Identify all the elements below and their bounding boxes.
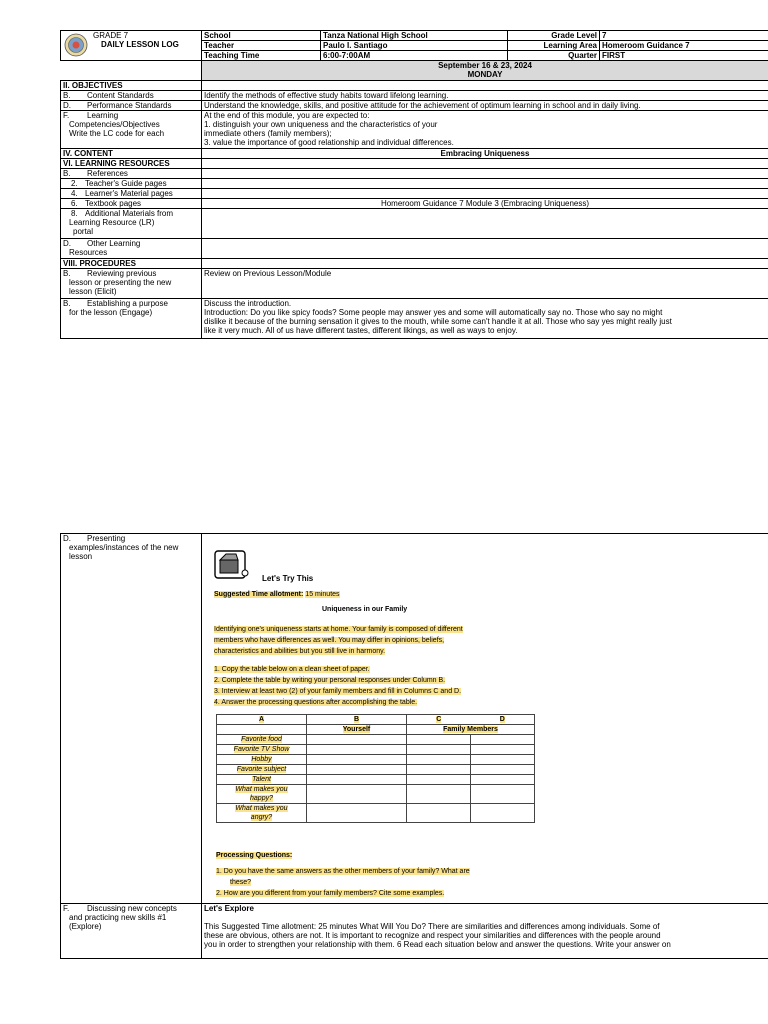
- row-favorite-tv: Favorite TV Show: [217, 745, 307, 755]
- content-value: Embracing Uniqueness: [202, 149, 768, 159]
- family-table: [216, 714, 535, 823]
- reviewing-label: B. Reviewing previous lesson or presenting the new lesson (Elicit): [61, 269, 202, 299]
- quarter-label: Quarter: [508, 51, 600, 61]
- teachers-guide-label: 2. Teacher's Guide pages: [61, 179, 202, 189]
- row-hobby: Hobby: [217, 755, 307, 765]
- teacher-label: Teacher: [202, 41, 321, 51]
- row-favorite-food: Favorite food: [217, 735, 307, 745]
- procedures-heading: VIII. PROCEDURES: [61, 259, 202, 269]
- textbook-pages-value: Homeroom Guidance 7 Module 3 (Embracing Uniqueness): [202, 199, 768, 209]
- learning-area-value: Homeroom Guidance 7: [600, 41, 768, 51]
- discussing-value: Let's Explore This Suggested Time allotment: 25 minutes What Will You Do? There are similarities and differences among individuals. Some of these are obvious, others are not. It is important to recognize and respect your similarities and differences with the people around you in order to strengthen your relationship with them. 6 Read each situation below and answer the questions. Write your answer on: [202, 904, 768, 959]
- daily-lesson-log-title: DAILY LESSON LOG: [101, 40, 179, 49]
- lesson-log-table: [60, 30, 768, 339]
- competencies-value: At the end of this module, you are expected to: 1. distinguish your own uniqueness and the characteristics of your immediate others (family members); 3. value the importance of good relationship and individual differences.: [202, 111, 768, 149]
- row-talent: Talent: [217, 775, 307, 785]
- references-label: B. References: [61, 169, 202, 179]
- objectives-heading: II. OBJECTIVES: [61, 81, 202, 91]
- other-resources-label: D. Other Learning Resources: [61, 239, 202, 259]
- blank-cell: [61, 61, 202, 81]
- time-allotment: Suggested Time allotment: 15 minutes: [214, 591, 340, 598]
- textbook-pages-label: 6. Textbook pages: [61, 199, 202, 209]
- module-intro: Identifying one's uniqueness starts at home. Your family is composed of different members who have differences as well. You may differ in opinions, beliefs, characteristics and abilities but you still live in harmony.: [214, 626, 463, 655]
- row-happy: What makes you happy?: [217, 785, 307, 804]
- learning-resources-heading: VI. LEARNING RESOURCES: [61, 159, 202, 169]
- content-standards-label: B. Content Standards: [61, 91, 202, 101]
- date-cell: [202, 61, 768, 81]
- teaching-time-label: Teaching Time: [202, 51, 321, 61]
- grade-level-value: 7: [600, 31, 768, 41]
- school-label: School: [202, 31, 321, 41]
- processing-questions: Processing Questions: 1. Do you have the same answers as the other members of your family? What are these? 2. How are you different from your family members? Cite some examples.: [216, 852, 470, 897]
- content-standards-value: Identify the methods of effective study habits toward lifelong learning.: [202, 91, 768, 101]
- day-text: MONDAY: [467, 70, 503, 79]
- objectives-value: [202, 81, 768, 91]
- deped-seal-icon: [64, 33, 88, 57]
- module-steps: 1. Copy the table below on a clean sheet of paper. 2. Complete the table by writing your personal responses under Column B. 3. Interview at least two (2) of your family members and fill in Columns C and D. 4. Answer the processing questions after accomplishing the table.: [214, 666, 462, 706]
- col-a-header: A: [217, 715, 307, 725]
- school-value: Tanza National High School: [321, 31, 508, 41]
- learners-material-label: 4. Learner's Material pages: [61, 189, 202, 199]
- yourself-header: Yourself: [307, 725, 407, 735]
- purpose-label: B. Establishing a purpose for the lesson (Engage): [61, 299, 202, 339]
- module-excerpt: [206, 542, 541, 899]
- content-heading: IV. CONTENT: [61, 149, 202, 159]
- row-favorite-subject: Favorite subject: [217, 765, 307, 775]
- grade-label: GRADE 7: [93, 31, 129, 40]
- purpose-value: Discuss the introduction. Introduction: Do you like spicy foods? Some people may answer yes and some will automatically say no. Those who say no might dislike it because of the burning sensation it gives to the mouth, while some can't handle it at all. Those who say yes might really just like it very much. All of us have different tastes, different likings, as well as ways to enjoy.: [202, 299, 768, 339]
- date-text: September 16 & 23, 2024: [438, 61, 532, 70]
- additional-materials-label: 8. Additional Materials from Learning Resource (LR) portal: [61, 209, 202, 239]
- col-c-header: C: [407, 715, 471, 725]
- performance-standards-label: D. Performance Standards: [61, 101, 202, 111]
- reviewing-value: Review on Previous Lesson/Module: [202, 269, 768, 299]
- performance-standards-value: Understand the knowledge, skills, and positive attitude for the achievement of optimum learning in school and in daily living.: [202, 101, 768, 111]
- competencies-label: F. Learning Competencies/Objectives Write the LC code for each: [61, 111, 202, 149]
- quarter-value: FIRST: [600, 51, 768, 61]
- discussing-label: F. Discussing new concepts and practicing new skills #1 (Explore): [61, 904, 202, 959]
- teacher-value: Paulo I. Santiago: [321, 41, 508, 51]
- col-d-header: D: [471, 715, 535, 725]
- col-b-header: B: [307, 715, 407, 725]
- learning-area-label: Learning Area: [508, 41, 600, 51]
- header-title-cell: [61, 31, 202, 61]
- teaching-time-value: 6:00-7:00AM: [321, 51, 508, 61]
- family-header: Family Members: [407, 725, 535, 735]
- grade-level-label: Grade Level: [508, 31, 600, 41]
- module-title: Uniqueness in our Family: [322, 606, 408, 613]
- explore-title: Let's Explore: [204, 904, 254, 913]
- presenting-label: D. Presenting examples/instances of the new lesson: [61, 534, 202, 904]
- row-angry: What makes you angry?: [217, 804, 307, 823]
- lets-try-heading: Let's Try This: [262, 574, 314, 583]
- activity-box-icon: [214, 550, 252, 580]
